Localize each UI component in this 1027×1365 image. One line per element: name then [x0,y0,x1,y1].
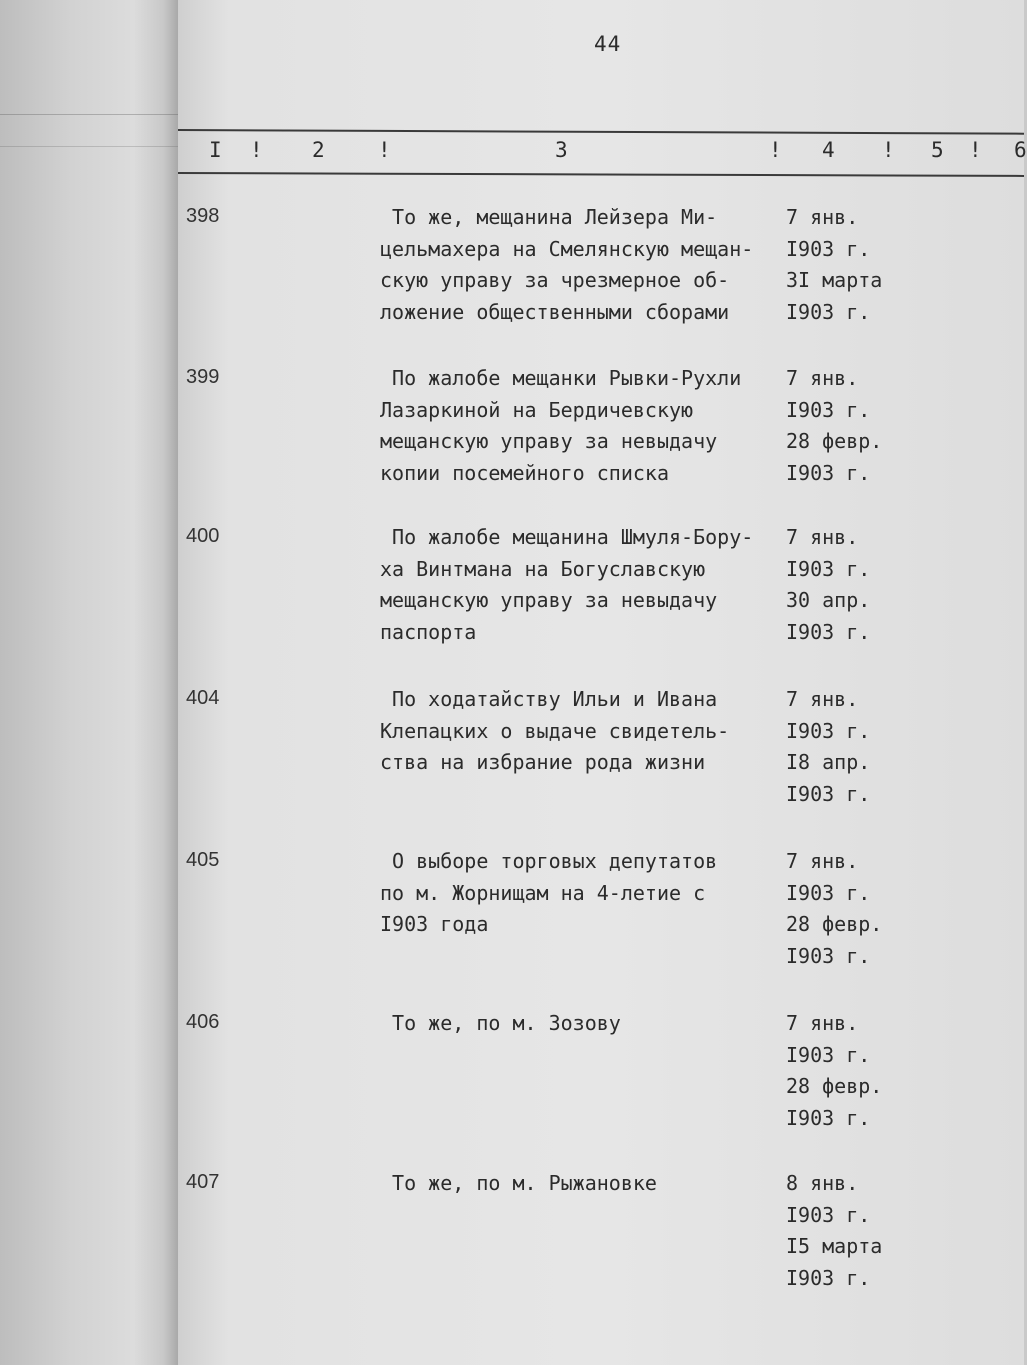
row-number: 398 [186,205,220,227]
row-number: 404 [186,687,220,709]
date-line: I903 г. [786,781,871,806]
row-description [380,684,790,779]
header-sep: ! [769,138,782,162]
description-line: Лазаркиной на Бердичевскую [380,397,694,422]
date-line: I5 марта [786,1234,883,1258]
date-line: 28 февр. [786,912,883,936]
binding-rule [0,114,178,115]
date-line: I903 г. [786,1105,871,1130]
description-line: копии посемейного списка [380,460,669,485]
row-description [380,846,790,941]
date-line: I903 г. [786,1202,871,1227]
row-description [380,1168,790,1200]
row-description [380,1008,790,1040]
header-sep: ! [250,138,263,162]
date-line: I903 г. [786,397,871,422]
header-sep: ! [378,138,391,162]
header-sep: ! [969,138,982,162]
row-description [380,202,790,328]
row-dates [786,1168,882,1294]
description-line: О выборе торговых депутатов [380,849,718,873]
description-line: То же, по м. Зозову [380,1011,621,1035]
date-line: I903 г. [786,1265,871,1290]
date-line: 8 янв. [786,1171,859,1195]
date-line: 7 янв. [786,687,859,711]
date-line: I903 г. [786,299,871,324]
description-line: ха Винтмана на Богуславскую [380,556,706,581]
header-col-3: 3 [555,138,568,162]
row-number: 399 [186,366,220,388]
date-line: I903 г. [786,1042,871,1067]
date-line: I903 г. [786,718,871,743]
description-line: мещанскую управу за невыдачу [380,429,718,453]
description-line: по м. Жорнищам на 4-летие с [380,880,706,905]
date-line: 7 янв. [786,1011,859,1035]
header-col-2: 2 [312,138,325,162]
row-dates [786,522,870,648]
date-line: I8 апр. [786,750,871,774]
row-dates [786,1008,882,1134]
date-line: I903 г. [786,460,871,485]
description-line: По жалобе мещанина Шмуля-Бору- [380,525,754,549]
row-description [380,363,790,489]
description-line: I903 года [380,912,489,936]
date-line: 7 янв. [786,849,859,873]
binding-rule [0,146,178,147]
date-line: 7 янв. [786,366,859,390]
date-line: 3I марта [786,268,883,292]
description-line: ства на избрание рода жизни [380,750,706,774]
header-col-4: 4 [822,138,835,162]
description-line: Клепацких о выдаче свидетель- [380,718,730,743]
date-line: I903 г. [786,236,871,261]
date-line: 7 янв. [786,525,859,549]
description-line: ложение общественными сборами [380,299,730,324]
row-description [380,522,790,648]
date-line: I903 г. [786,556,871,581]
header-col-1: I [209,138,222,162]
description-line: паспорта [380,619,477,644]
description-line: мещанскую управу за невыдачу [380,588,718,612]
header-col-5: 5 [931,138,944,162]
description-line: скую управу за чрезмерное об- [380,268,730,292]
row-dates [786,202,882,328]
row-number: 407 [186,1171,220,1193]
row-number: 406 [186,1011,220,1033]
header-col-6: 6 [1014,138,1027,162]
row-number: 400 [186,525,220,547]
date-line: 7 янв. [786,205,859,229]
description-line: По ходатайству Ильи и Ивана [380,687,718,711]
row-number: 405 [186,849,220,871]
date-line: 30 апр. [786,588,871,612]
description-line: То же, по м. Рыжановке [380,1171,657,1195]
date-line: I903 г. [786,619,871,644]
description-line: цельмахера на Смелянскую мещан- [380,236,754,261]
date-line: I903 г. [786,943,871,968]
description-line: По жалобе мещанки Рывки-Рухли [380,366,742,390]
date-line: I903 г. [786,880,871,905]
row-dates [786,684,870,810]
date-line: 28 февр. [786,1074,883,1098]
header-sep: ! [882,138,895,162]
binding-strip [0,0,178,1365]
page-number: 44 [594,32,622,56]
description-line: То же, мещанина Лейзера Ми- [380,205,718,229]
row-dates [786,846,882,972]
date-line: 28 февр. [786,429,883,453]
row-dates [786,363,882,489]
